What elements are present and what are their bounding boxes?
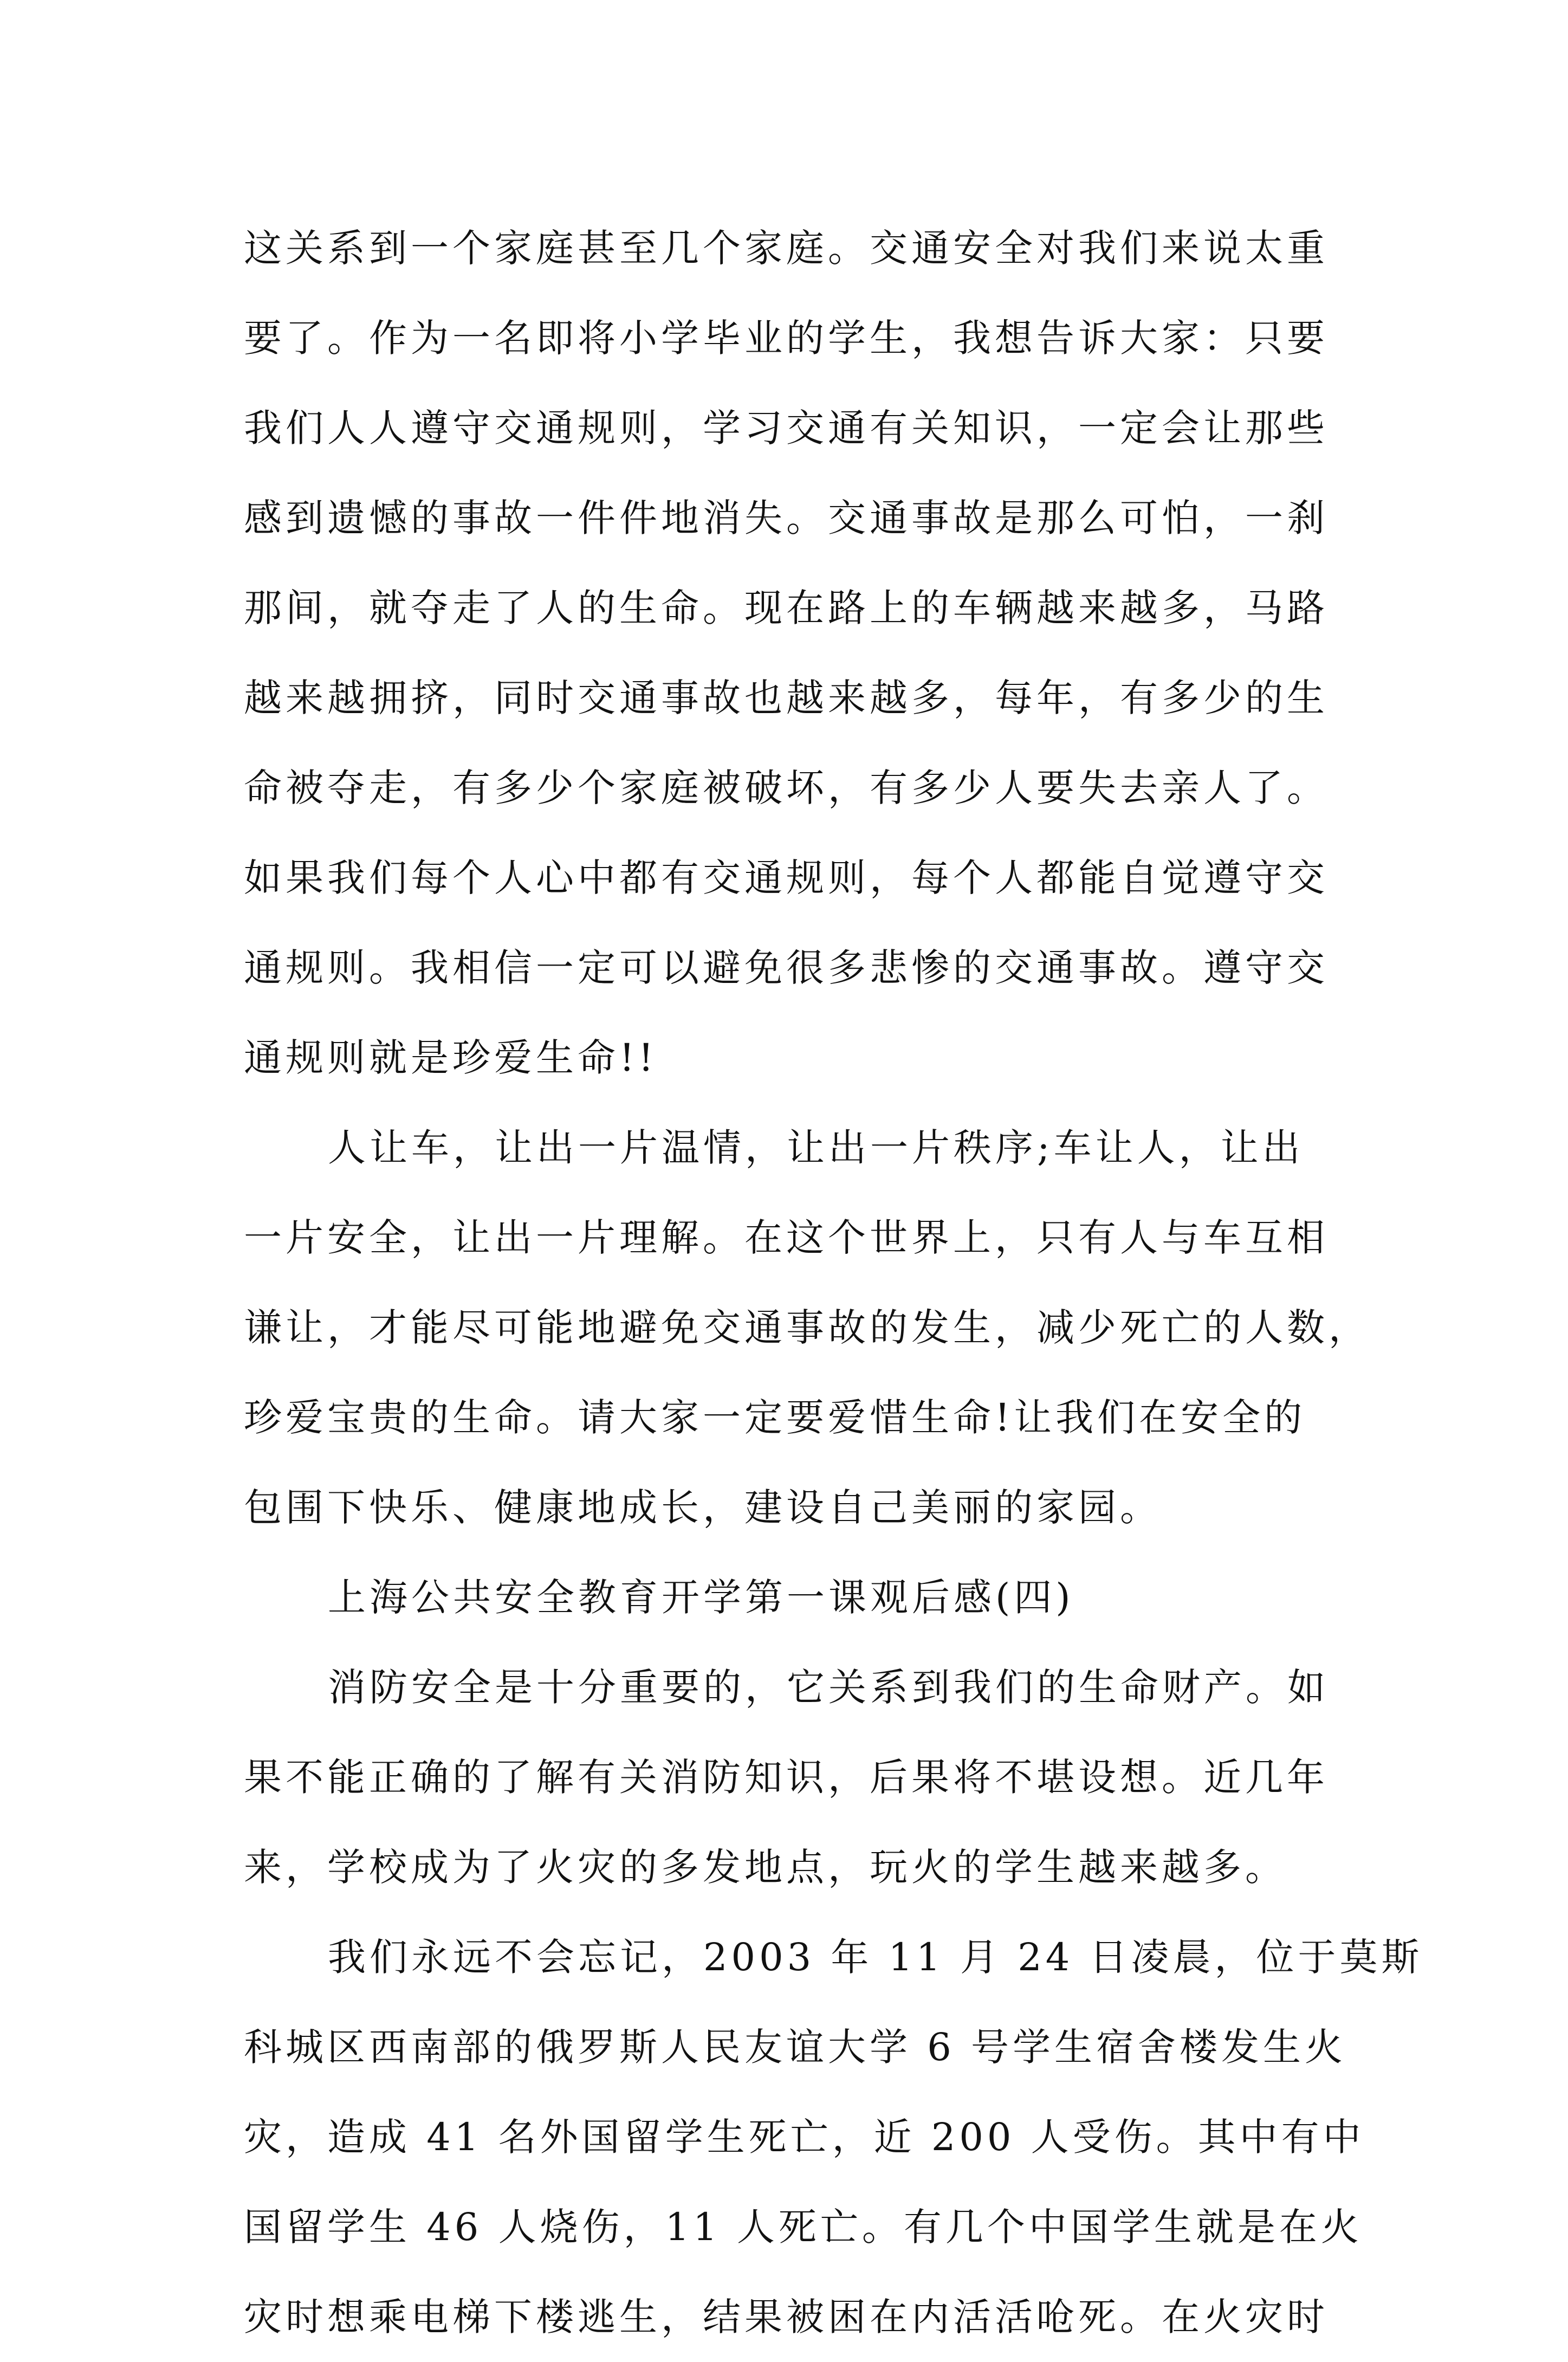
text-line: 来，学校成为了火灾的多发地点，玩火的学生越来越多。 [244,1845,1287,1889]
text-line: 如果我们每个人心中都有交通规则，每个人都能自觉遵守交 [244,856,1329,900]
text-line: 我们人人遵守交通规则，学习交通有关知识，一定会让那些 [244,406,1329,450]
text-line: 命被夺走，有多少个家庭被破坏，有多少人要失去亲人了。 [244,766,1329,810]
text-line: 通规则。我相信一定可以避免很多悲惨的交通事故。遵守交 [244,946,1329,990]
text-line: 一片安全，让出一片理解。在这个世界上，只有人与车互相 [244,1215,1329,1260]
text-line: 包围下快乐、健康地成长，建设自己美丽的家园。 [244,1485,1162,1530]
text-line: 灾，造成 41 名外国留学生死亡，近 200 人受伤。其中有中 [244,2115,1365,2159]
text-line: 越来越拥挤，同时交通事故也越来越多，每年，有多少的生 [244,676,1329,720]
text-line: 通规则就是珍爱生命!! [244,1036,658,1080]
text-line: 果不能正确的了解有关消防知识，后果将不堪设想。近几年 [244,1755,1329,1800]
text-line: 谦让，才能尽可能地避免交通事故的发生，减少死亡的人数， [244,1305,1370,1350]
text-line: 珍爱宝贵的生命。请大家一定要爱惜生命!让我们在安全的 [244,1395,1306,1440]
text-line: 那间，就夺走了人的生命。现在路上的车辆越来越多，马路 [244,586,1329,630]
paragraph-start-line: 消防安全是十分重要的，它关系到我们的生命财产。如 [328,1665,1329,1710]
paragraph-start-line: 我们永远不会忘记，2003 年 11 月 24 日凌晨，位于莫斯 [328,1935,1423,1979]
paragraph-start-line: 人让车，让出一片温情，让出一片秩序;车让人，让出 [328,1125,1304,1170]
text-line: 灾时想乘电梯下楼逃生，结果被困在内活活呛死。在火灾时 [244,2295,1329,2339]
text-line: 要了。作为一名即将小学毕业的学生，我想告诉大家：只要 [244,316,1329,360]
text-line: 这关系到一个家庭甚至几个家庭。交通安全对我们来说太重 [244,226,1329,270]
document-body [244,203,1423,2362]
section-heading: 上海公共安全教育开学第一课观后感(四) [328,1575,1074,1620]
text-line: 国留学生 46 人烧伤，11 人死亡。有几个中国学生就是在火 [244,2205,1363,2249]
text-line: 科城区西南部的俄罗斯人民友谊大学 6 号学生宿舍楼发生火 [244,2025,1347,2069]
text-line: 感到遗憾的事故一件件地消失。交通事故是那么可怕，一刹 [244,496,1329,540]
